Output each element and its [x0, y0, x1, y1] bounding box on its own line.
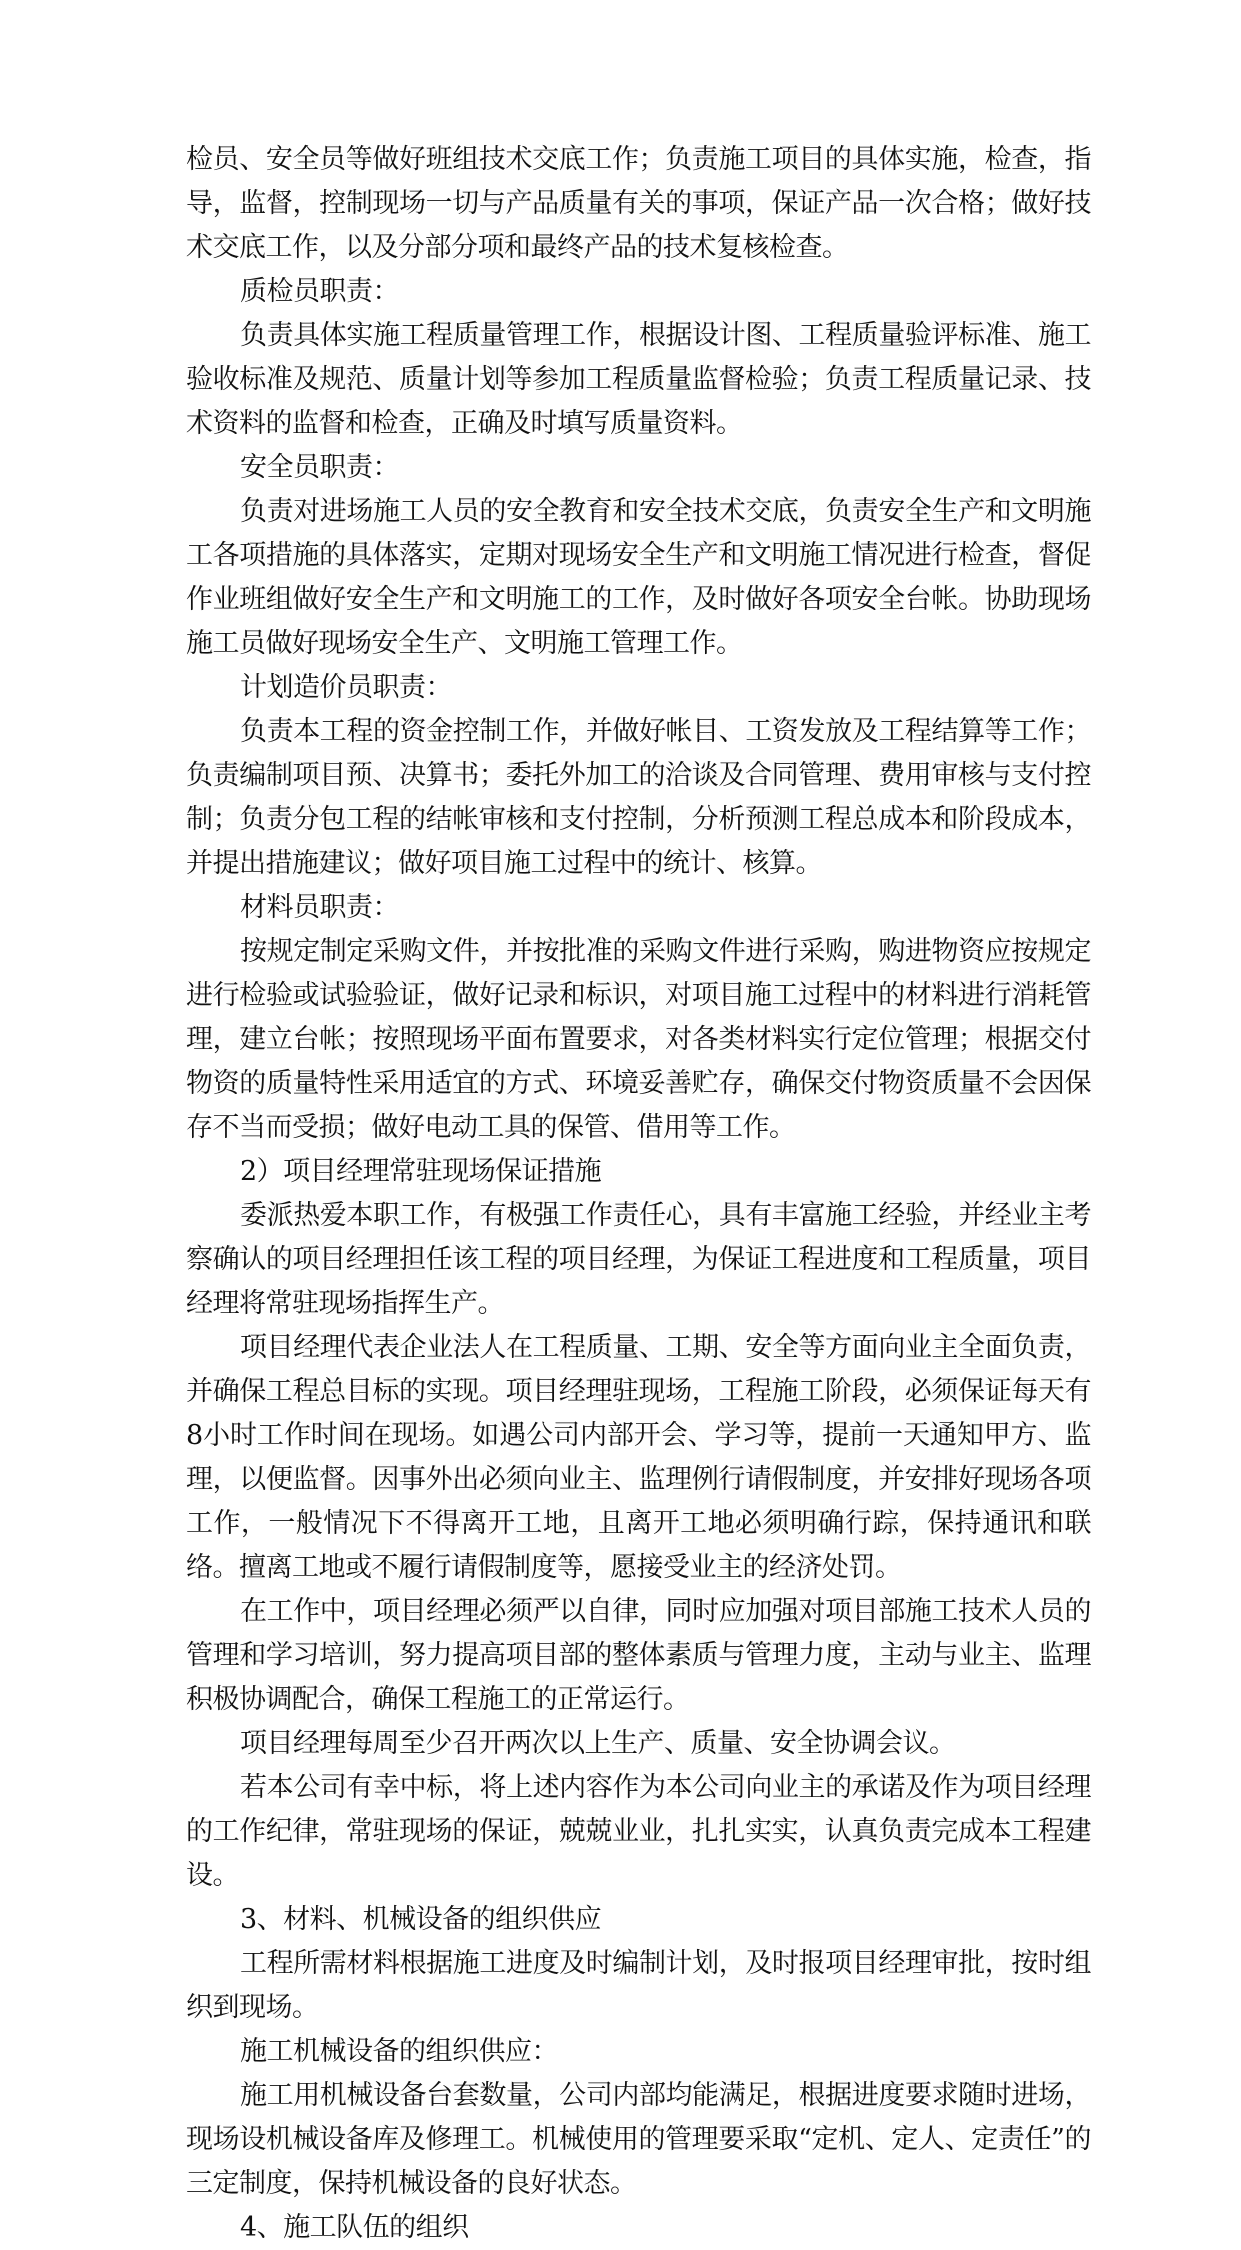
section-heading: 3、材料、机械设备的组织供应: [240, 1904, 602, 1935]
paragraph: 委派热爱本职工作，有极强工作责任心，具有丰富施工经验，并经业主考察确认的项目经理担任该工程的项目经理，为保证工程进度和工程质量，项目经理将常驻现场指挥生产。: [186, 1200, 1091, 1319]
document-body: [186, 138, 1091, 2250]
paragraph: 在工作中，项目经理必须严以自律，同时应加强对项目部施工技术人员的管理和学习培训，努力提高项目部的整体素质与管理力度，主动与业主、监理积极协调配合，确保工程施工的正常运行。: [186, 1596, 1091, 1715]
section-heading: 施工机械设备的组织供应：: [240, 2036, 558, 2067]
paragraph: 按规定制定采购文件，并按批准的采购文件进行采购，购进物资应按规定进行检验或试验验证，做好记录和标识，对项目施工过程中的材料进行消耗管理，建立台帐；按照现场平面布置要求，对各类材料实行定位管理；根据交付物资的质量特性采用适宜的方式、环境妥善贮存，确保交付物资质量不会因保存不当而受损；做好电动工具的保管、借用等工作。: [186, 936, 1091, 1143]
section-heading: 2）项目经理常驻现场保证措施: [240, 1156, 602, 1187]
section-heading: 4、施工队伍的组织: [240, 2212, 469, 2243]
paragraph: 工程所需材料根据施工进度及时编制计划，及时报项目经理审批，按时组织到现场。: [186, 1948, 1091, 2023]
paragraph: 负责具体实施工程质量管理工作，根据设计图、工程质量验评标准、施工验收标准及规范、质量计划等参加工程质量监督检验；负责工程质量记录、技术资料的监督和检查，正确及时填写质量资料。: [186, 320, 1091, 439]
paragraph: 负责本工程的资金控制工作，并做好帐目、工资发放及工程结算等工作；负责编制项目预、决算书；委托外加工的洽谈及合同管理、费用审核与支付控制；负责分包工程的结帐审核和支付控制，分析预测工程总成本和阶段成本，并提出措施建议；做好项目施工过程中的统计、核算。: [186, 716, 1091, 879]
paragraph: 若本公司有幸中标，将上述内容作为本公司向业主的承诺及作为项目经理的工作纪律，常驻现场的保证，兢兢业业，扎扎实实，认真负责完成本工程建设。: [186, 1772, 1091, 1891]
section-heading: 计划造价员职责：: [240, 672, 452, 703]
paragraph: 检员、安全员等做好班组技术交底工作；负责施工项目的具体实施，检查，指导，监督，控制现场一切与产品质量有关的事项，保证产品一次合格；做好技术交底工作，以及分部分项和最终产品的技术复核检查。: [186, 144, 1091, 263]
paragraph: 项目经理每周至少召开两次以上生产、质量、安全协调会议。: [240, 1728, 956, 1759]
paragraph: 施工用机械设备台套数量，公司内部均能满足，根据进度要求随时进场，现场设机械设备库及修理工。机械使用的管理要采取“定机、定人、定责任”的三定制度，保持机械设备的良好状态。: [186, 2080, 1091, 2199]
section-heading: 质检员职责：: [240, 276, 399, 307]
paragraph: 项目经理代表企业法人在工程质量、工期、安全等方面向业主全面负责，并确保工程总目标的实现。项目经理驻现场，工程施工阶段，必须保证每天有8小时工作时间在现场。如遇公司内部开会、学习等，提前一天通知甲方、监理，以便监督。因事外出必须向业主、监理例行请假制度，并安排好现场各项工作，一般情况下不得离开工地，且离开工地必须明确行踪，保持通讯和联络。擅离工地或不履行请假制度等，愿接受业主的经济处罚。: [186, 1332, 1091, 1583]
section-heading: 材料员职责：: [240, 892, 399, 923]
paragraph: 负责对进场施工人员的安全教育和安全技术交底，负责安全生产和文明施工各项措施的具体落实，定期对现场安全生产和文明施工情况进行检查，督促作业班组做好安全生产和文明施工的工作，及时做好各项安全台帐。协助现场施工员做好现场安全生产、文明施工管理工作。: [186, 496, 1091, 659]
section-heading: 安全员职责：: [240, 452, 399, 483]
